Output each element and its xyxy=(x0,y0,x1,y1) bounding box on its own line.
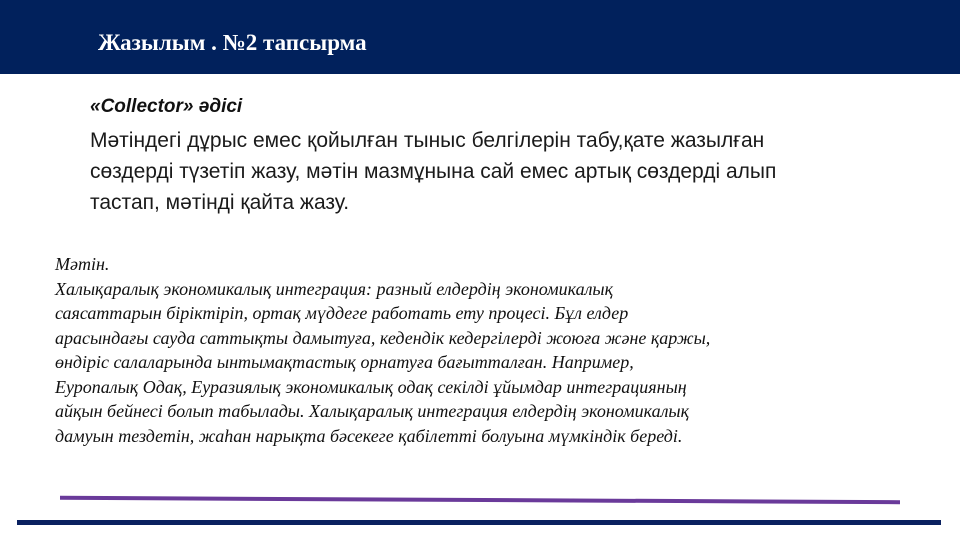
text-line: дамуын тездетін, жаһан нарықта бәсекеге қабілетті болуына мүмкіндік береді. xyxy=(55,425,683,446)
purple-divider xyxy=(60,496,900,504)
text-line: арасындағы сауда саттықты дамытуға, кедендік кедергілерді жоюға және қаржы, xyxy=(55,327,711,348)
task-instructions: Мәтіндегі дұрыс емес қойылған тыныс белгілерін табу,қате жазылған сөздерді түзетіп жазу, мәтін мазмұнына сай емес артық сөздерді алып тастап, мәтінді қайта жазу. xyxy=(90,129,777,214)
text-line: айқын бейнесі болып табылады. Халықаралық интеграция елдердің экономикалық xyxy=(55,401,690,421)
method-heading: «Collector» әдісі xyxy=(90,96,243,117)
header-bar xyxy=(0,0,960,74)
text-line: Еуропалық Одақ, Еуразиялық экономикалық одақ секілді ұйымдар интеграцияның xyxy=(55,376,687,397)
text-line: саясаттарын біріктіріп, ортақ мүддеге работать ету процесі. Бұл елдер xyxy=(55,303,629,323)
slide-title: Жазылым . №2 тапсырма xyxy=(98,30,367,55)
text-line: Халықаралық экономикалық интеграция: разный елдердің экономикалық xyxy=(55,278,614,299)
text-heading: Мәтін. xyxy=(55,254,110,274)
navy-divider xyxy=(17,520,941,525)
text-line: өндіріс салаларында ынтымақтастық орнатуға бағытталған. Например, xyxy=(55,352,634,372)
exercise-text xyxy=(55,252,945,448)
